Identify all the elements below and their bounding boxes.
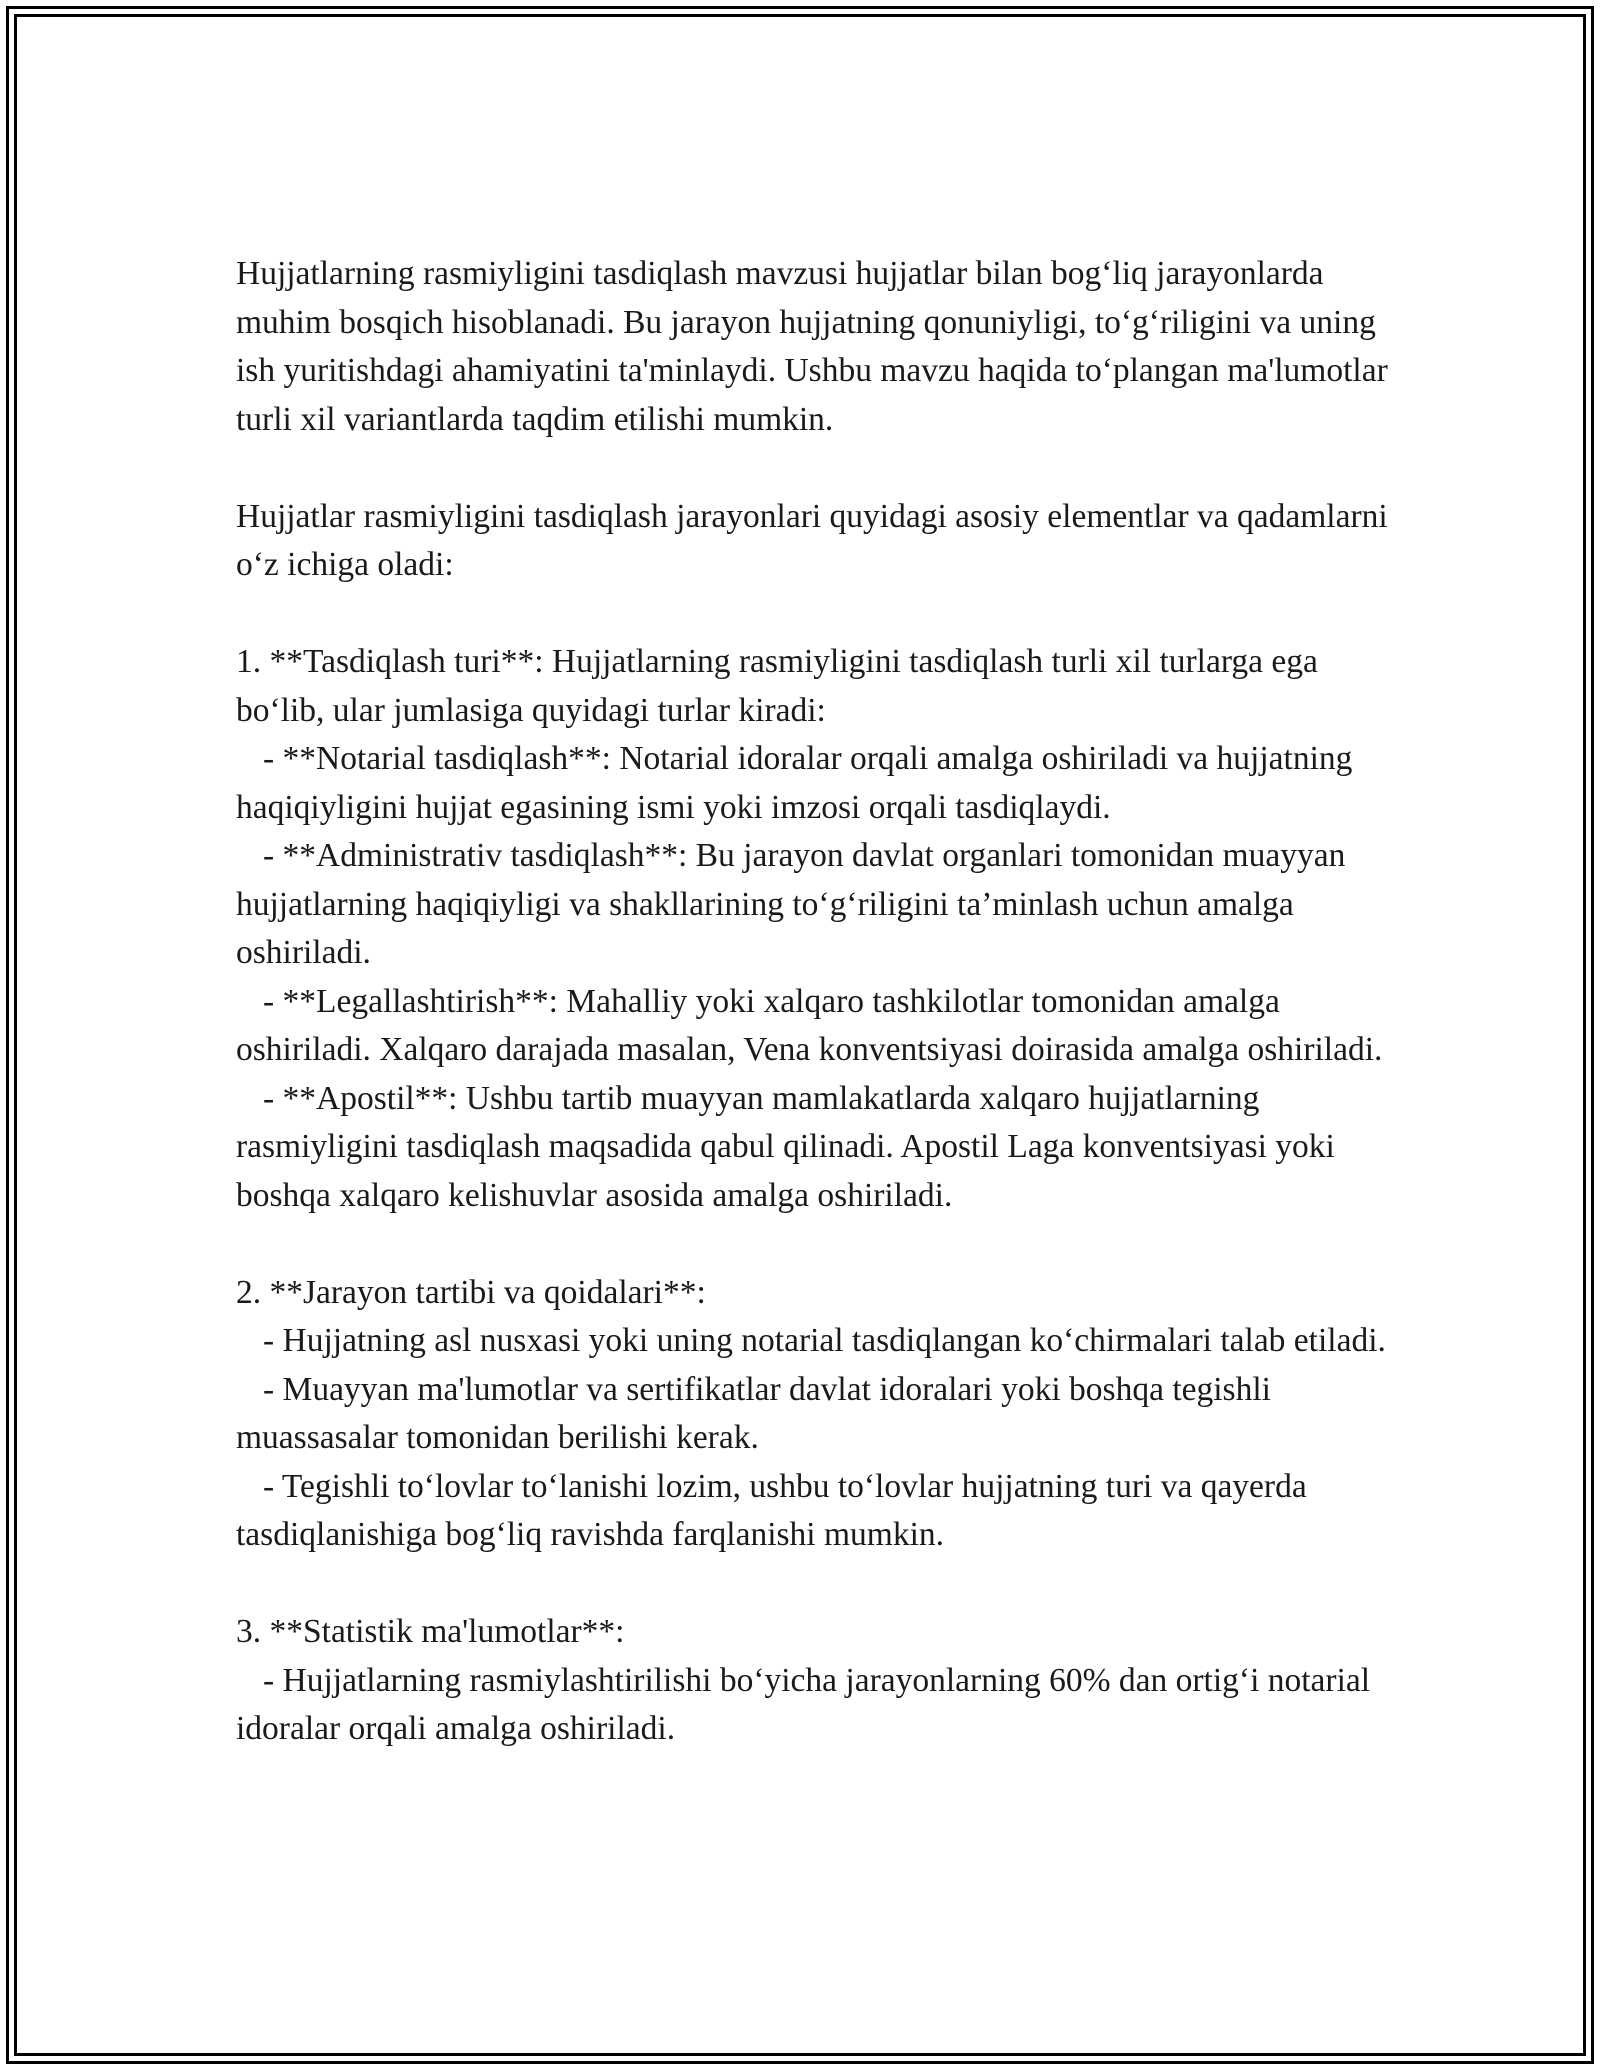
list-item (236, 978, 1396, 1075)
list-item (236, 1366, 1396, 1463)
list-item (236, 1317, 1396, 1366)
document-body (236, 250, 1396, 1754)
elements-intro-paragraph: Hujjatlar rasmiyligini tasdiqlash jarayonlari quyidagi asosiy elementlar va qadamlarni o‘z ichiga oladi: (236, 497, 1388, 583)
list-item (236, 1075, 1396, 1221)
paragraph-spacer (236, 1220, 1396, 1269)
section-heading: 3. **Statistik ma'lumotlar**: (236, 1613, 625, 1650)
list-item (236, 735, 1396, 832)
intro-paragraph: Hujjatlarning rasmiyligini tasdiqlash mavzusi hujjatlar bilan bog‘liq jarayonlarda muhim bosqich hisoblanadi. Bu jarayon hujjatning qonuniyligi, to‘g‘riligini va uning ish yuritishdagi ahamiyatini ta'minlaydi. Ushbu mavzu haqida to‘plangan ma'lumotlar turli xil variantlarda taqdim etilishi mumkin. (236, 255, 1388, 438)
list-item-text: - Muayyan ma'lumotlar va sertifikatlar davlat idoralari yoki boshqa tegishli muassasalar tomonidan berilishi kerak. (236, 1370, 1271, 1456)
list-item-text: - **Apostil**: Ushbu tartib muayyan mamlakatlarda xalqaro hujjatlarning rasmiyligini tasdiqlash maqsadida qabul qilinadi. Apostil Laga konventsiyasi yoki boshqa xalqaro kelishuvlar asosida amalga oshiriladi. (236, 1079, 1335, 1214)
list-item-text: - **Administrativ tasdiqlash**: Bu jarayon davlat organlari tomonidan muayyan hujjatlarning haqiqiyligi va shakllarining to‘g‘riligini ta’minlash uchun amalga oshiriladi. (236, 837, 1346, 971)
list-item-text: - Tegishli to‘lovlar to‘lanishi lozim, ushbu to‘lovlar hujjatning turi va qayerda tasdiqlanishiga bog‘liq ravishda farqlanishi mumkin. (236, 1467, 1307, 1553)
paragraph-spacer (236, 444, 1396, 493)
list-item (236, 1657, 1396, 1754)
section-heading: 2. **Jarayon tartibi va qoidalari**: (236, 1273, 706, 1311)
list-item-text: - **Legallashtirish**: Mahalliy yoki xalqaro tashkilotlar tomonidan amalga oshiriladi. Xalqaro darajada masalan, Vena konventsiyasi doirasida amalga oshiriladi. (236, 982, 1383, 1068)
section-heading: 1. **Tasdiqlash turi**: Hujjatlarning rasmiyligini tasdiqlash turli xil turlarga ega bo‘lib, ular jumlasiga quyidagi turlar kiradi: (236, 643, 1318, 729)
section-statistics (236, 1608, 1396, 1754)
paragraph-spacer (236, 590, 1396, 639)
list-item (236, 832, 1396, 978)
list-item-text: - Hujjatning asl nusxasi yoki uning notarial tasdiqlangan ko‘chirmalari talab etiladi. (263, 1322, 1386, 1359)
section-process-rules (236, 1269, 1396, 1560)
list-item-text: - Hujjatlarning rasmiylashtirilishi bo‘yicha jarayonlarning 60% dan ortig‘i notarial idoralar orqali amalga oshiriladi. (236, 1661, 1371, 1747)
paragraph-spacer (236, 1560, 1396, 1609)
section-confirmation-types (236, 638, 1396, 1220)
list-item (236, 1463, 1396, 1560)
list-item-text: - **Notarial tasdiqlash**: Notarial idoralar orqali amalga oshiriladi va hujjatning haqiqiyligini hujjat egasining ismi yoki imzosi orqali tasdiqlaydi. (236, 740, 1353, 826)
